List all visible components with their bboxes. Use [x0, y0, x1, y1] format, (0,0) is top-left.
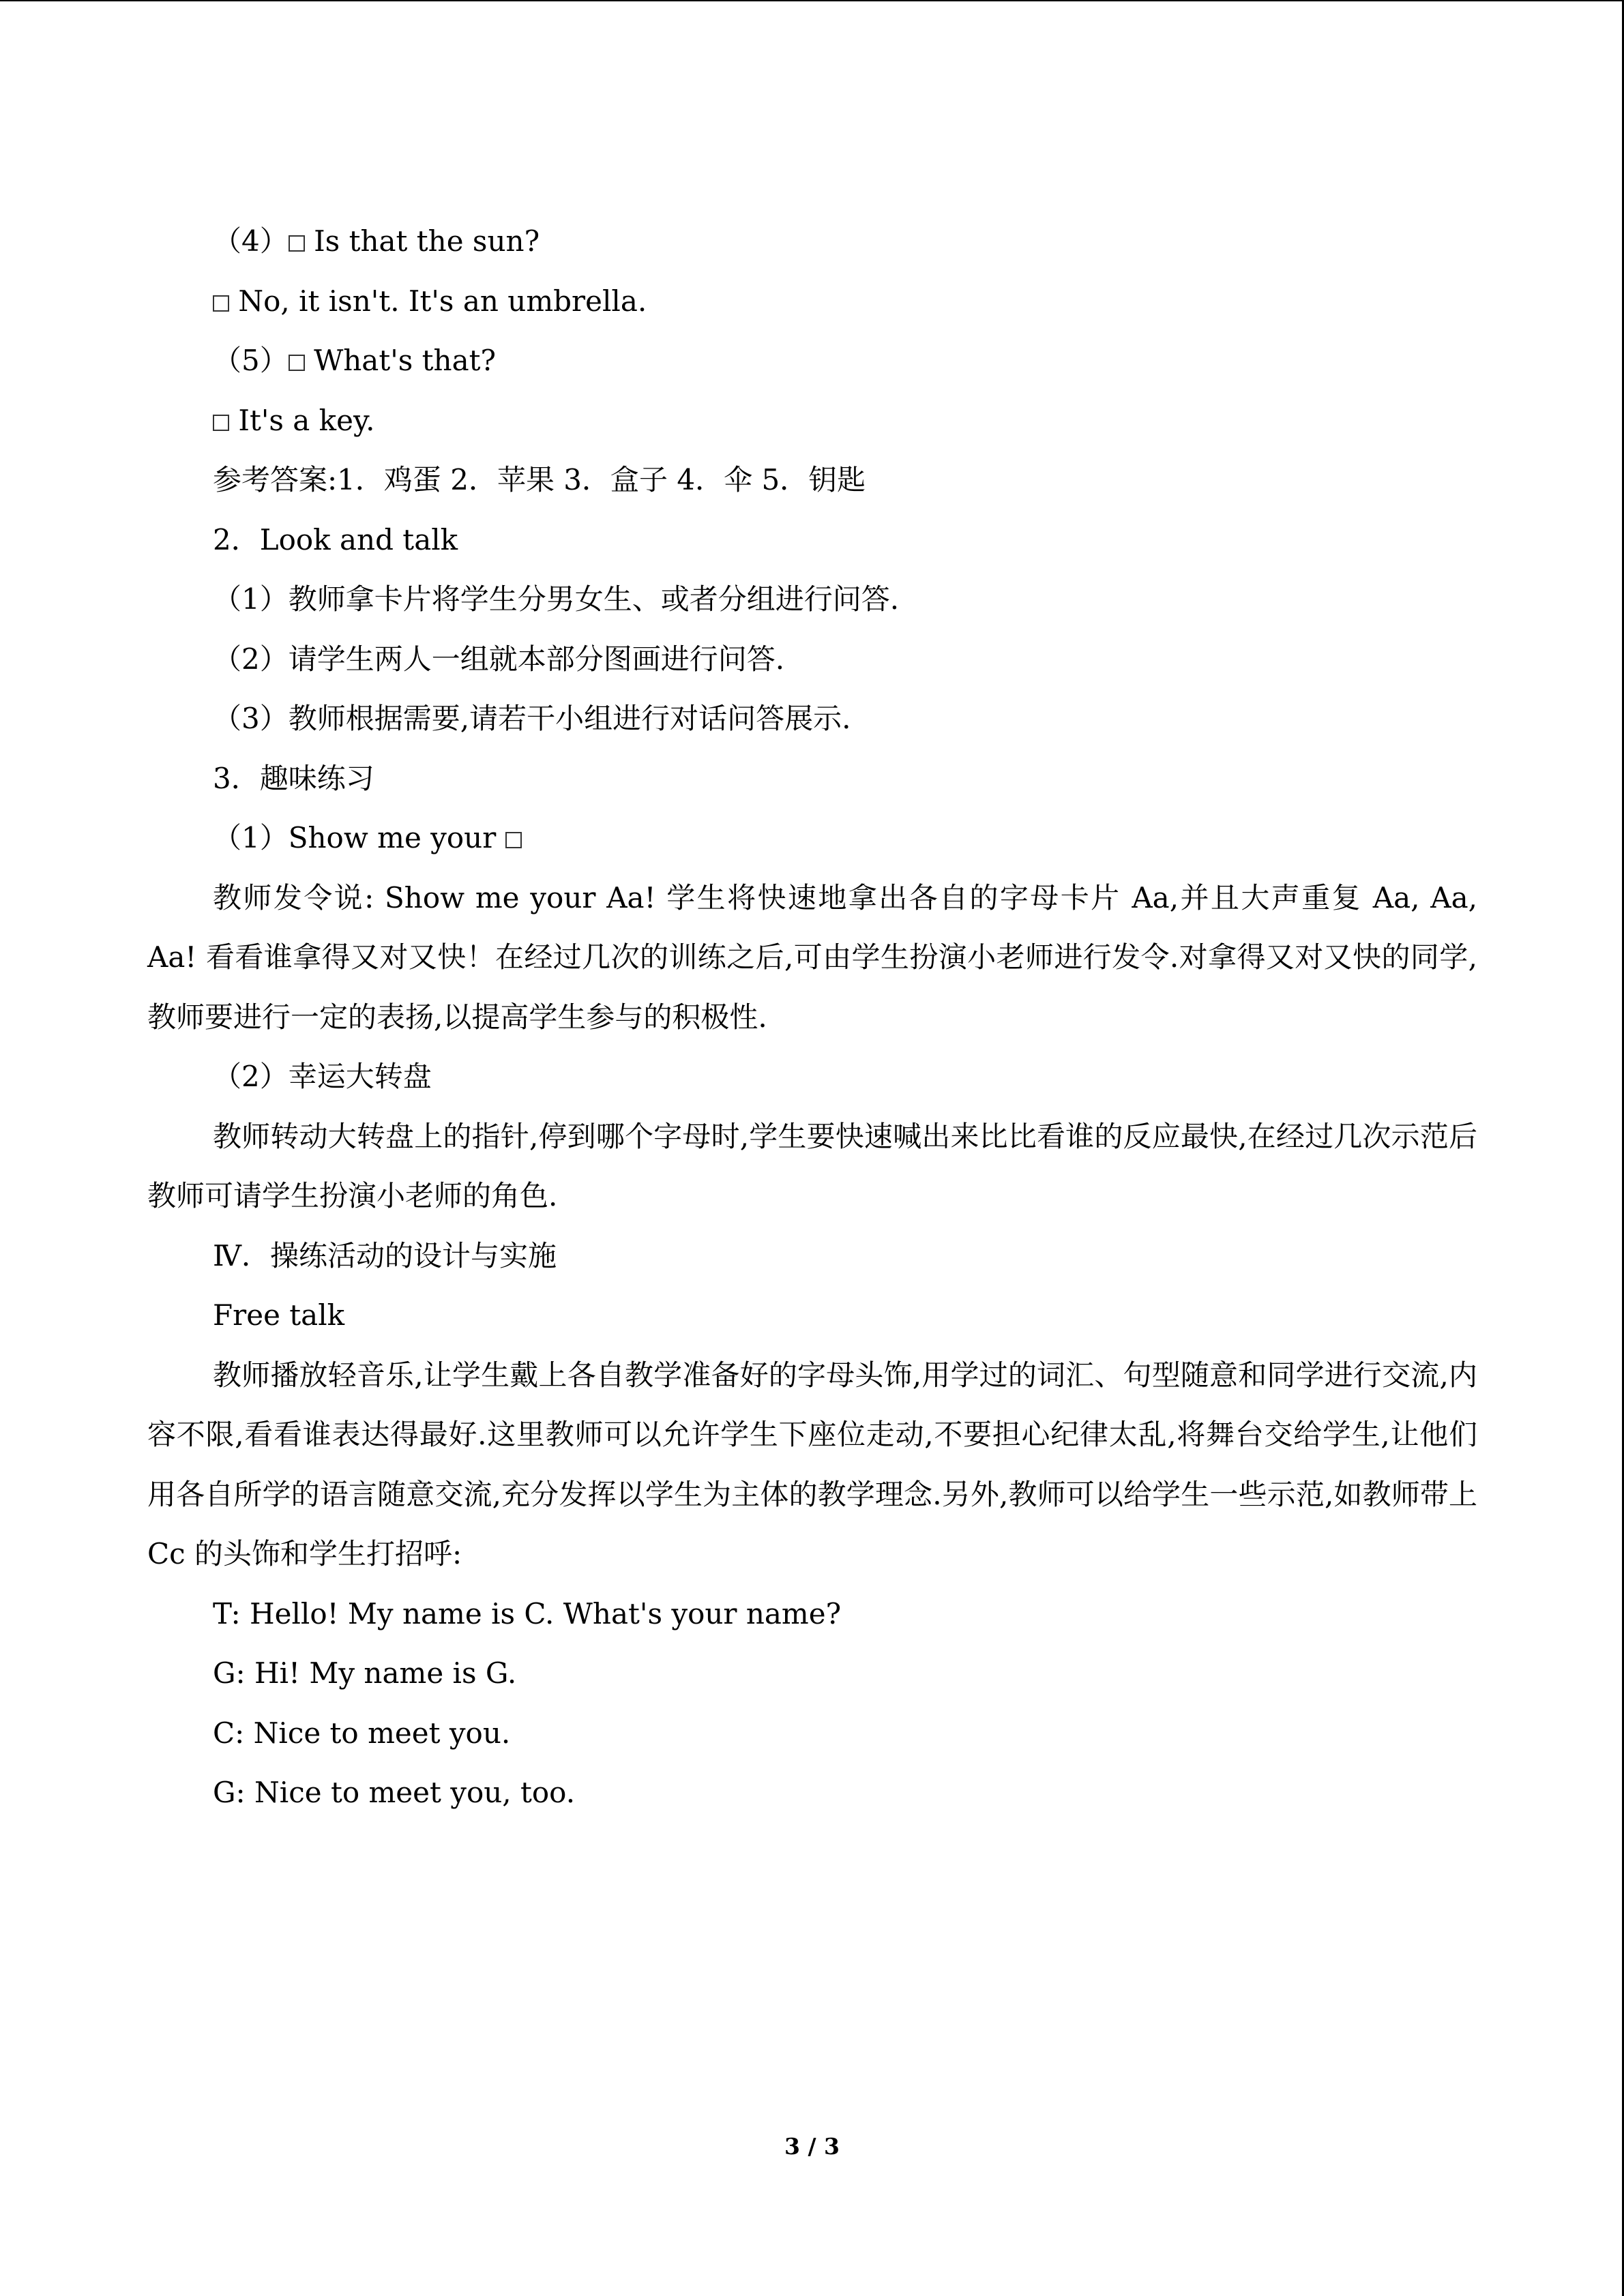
blank-box-icon: [505, 832, 522, 848]
line-prefix: （4）: [213, 224, 289, 258]
answer-line-4: [147, 211, 1477, 271]
heading-show-me-your: [147, 808, 1477, 868]
line-prefix: （5）: [213, 344, 289, 377]
step-2: （2）请学生两人一组就本部分图画进行问答.: [213, 642, 785, 676]
paragraph-lucky-wheel: 教师转动大转盘上的指针,停到哪个字母时,学生要快速喊出来比比看谁的反应最快,在经过几次示范后教师可请学生扮演小老师的角色.: [147, 1119, 1477, 1212]
heading-lucky-wheel: （2）幸运大转盘: [213, 1060, 432, 1093]
step-1: （1）教师拿卡片将学生分男女生、或者分组进行问答.: [213, 582, 900, 616]
dialogue-line: G: Hi! My name is G.: [213, 1656, 517, 1690]
blank-box-icon: [289, 355, 305, 371]
answer-line-4b: [147, 271, 1477, 331]
blank-box-icon: [289, 235, 305, 252]
paragraph-show-me: 教师发令说: Show me your Aa! 学生将快速地拿出各自的字母卡片 Aa,并且大声重复 Aa, Aa, Aa! 看看谁拿得又对又快！在经过几次的训练之后,可由学生扮演小老师进行发令.对拿得又对又快的同学,教师要进行一定的表扬,以提高学生参与的积极性.: [147, 880, 1477, 1034]
line-text: It's a key.: [229, 403, 375, 437]
document-body: [147, 211, 1477, 1823]
paragraph-free-talk: 教师播放轻音乐,让学生戴上各自教学准备好的字母头饰,用学过的词汇、句型随意和同学进行交流,内容不限,看看谁表达得最好.这里教师可以允许学生下座位走动,不要担心纪律太乱,将舞台交给学生,让他们用各自所学的语言随意交流,充分发挥以学生为主体的教学理念.另外,教师可以给学生一些示范,如教师带上 Cc 的头饰和学生打招呼:: [147, 1358, 1477, 1570]
reference-answers: 参考答案:1．鸡蛋 2．苹果 3．盒子 4．伞 5．钥匙: [213, 463, 866, 496]
answer-line-5b: [147, 391, 1477, 451]
heading-section-4: Ⅳ．操练活动的设计与实施: [213, 1238, 557, 1272]
line-text: Is that the sun?: [304, 224, 540, 258]
dialogue-line: G: Nice to meet you, too.: [213, 1776, 576, 1809]
heading-look-and-talk: 2．Look and talk: [213, 522, 458, 556]
heading-fun-practice: 3．趣味练习: [213, 761, 374, 795]
line-text: （1）Show me your: [213, 821, 505, 854]
step-3: （3）教师根据需要,请若干小组进行对话问答展示.: [213, 702, 851, 735]
dialogue-line: C: Nice to meet you.: [213, 1716, 511, 1750]
line-text: What's that?: [304, 344, 497, 377]
blank-box-icon: [213, 415, 229, 431]
dialogue-line: T: Hello! My name is C. What's your name?: [213, 1596, 842, 1630]
page-top-border: [0, 0, 1624, 1]
answer-line-5: [147, 331, 1477, 391]
page-number: 3 / 3: [784, 2133, 840, 2160]
blank-box-icon: [213, 295, 229, 312]
line-text: No, it isn't. It's an umbrella.: [229, 284, 647, 318]
heading-free-talk: Free talk: [213, 1298, 345, 1332]
